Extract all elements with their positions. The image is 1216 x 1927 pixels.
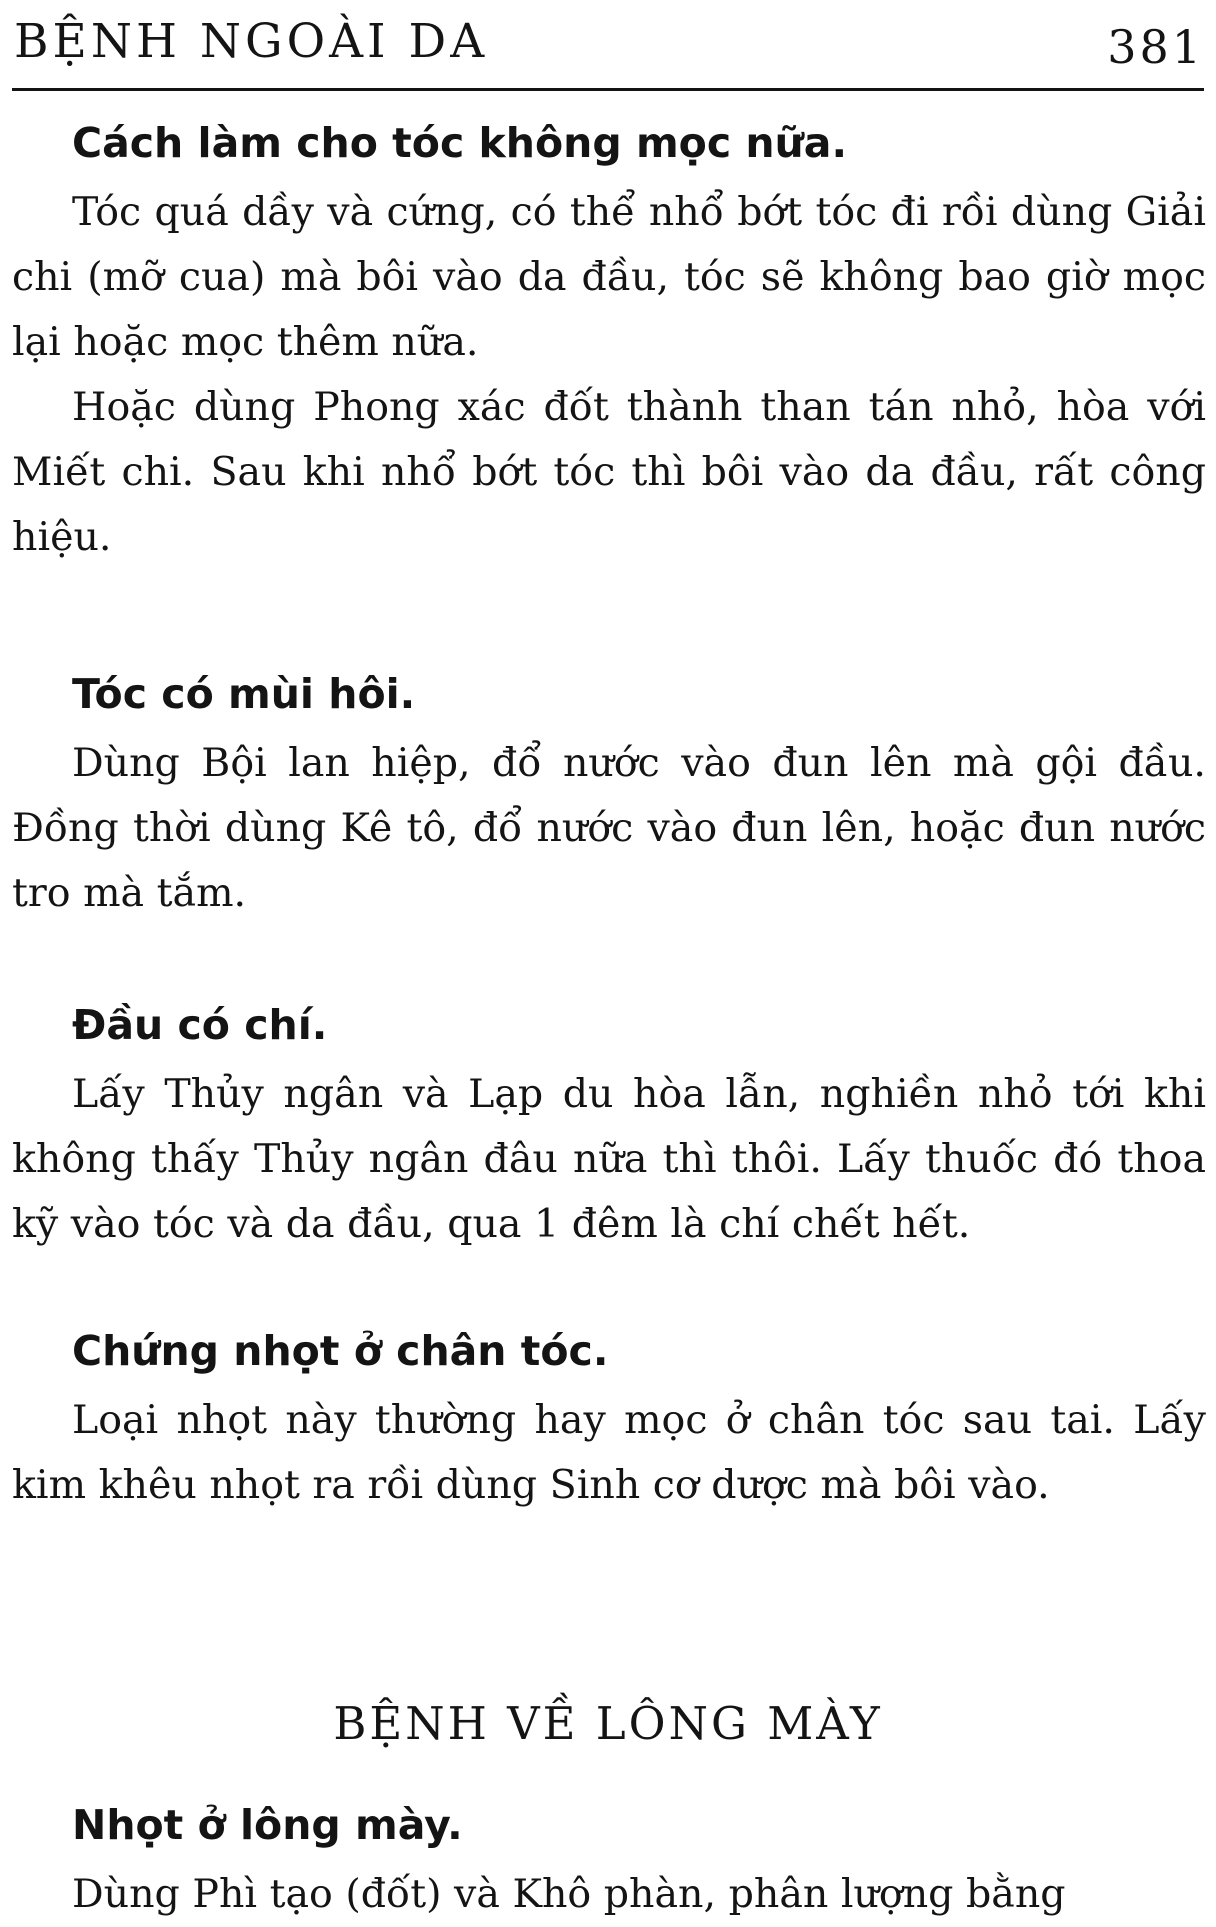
- paragraph: Loại nhọt này thường hay mọc ở chân tóc sau tai. Lấy kim khêu nhọt ra rồi dùng Sinh cơ dược mà bôi vào.: [12, 1397, 1206, 1508]
- section-eyebrow-boils: [0, 1794, 1216, 1927]
- page-number: 381: [1107, 20, 1204, 74]
- section-heading: Đầu có chí.: [72, 1001, 328, 1049]
- chapter-title: BỆNH VỀ LÔNG MÀY: [333, 1697, 883, 1751]
- section-hairline-boils: [0, 1320, 1216, 1518]
- running-title: BỆNH NGOÀI DA: [14, 14, 489, 69]
- section-heading: Cách làm cho tóc không mọc nữa.: [72, 119, 848, 167]
- section-heading: Tóc có mùi hôi.: [72, 670, 416, 718]
- section-hair-removal: [0, 112, 1216, 570]
- paragraph: Hoặc dùng Phong xác đốt thành than tán nhỏ, hòa với Miết chi. Sau khi nhổ bớt tóc thì bôi vào da đầu, rất công hiệu.: [12, 384, 1206, 560]
- section-head-lice: [0, 994, 1216, 1257]
- paragraph: Tóc quá dầy và cứng, có thể nhổ bớt tóc đi rồi dùng Giải chi (mỡ cua) mà bôi vào da đầu, tóc sẽ không bao giờ mọc lại hoặc mọc thêm nữa.: [12, 189, 1206, 365]
- section-heading: Chứng nhọt ở chân tóc.: [72, 1327, 609, 1375]
- section-hair-odor: [0, 663, 1216, 926]
- paragraph: Dùng Bội lan hiệp, đổ nước vào đun lên mà gội đầu. Đồng thời dùng Kê tô, đổ nước vào đun lên, hoặc đun nước tro mà tắm.: [12, 740, 1206, 916]
- header-rule: [12, 88, 1204, 91]
- section-heading: Nhọt ở lông mày.: [72, 1801, 463, 1849]
- paragraph: Dùng Phì tạo (đốt) và Khô phàn, phân lượng bằng: [72, 1871, 1066, 1917]
- paragraph: Lấy Thủy ngân và Lạp du hòa lẫn, nghiền nhỏ tới khi không thấy Thủy ngân đâu nữa thì thôi. Lấy thuốc đó thoa kỹ vào tóc và da đầu, qua 1 đêm là chí chết hết.: [12, 1071, 1206, 1247]
